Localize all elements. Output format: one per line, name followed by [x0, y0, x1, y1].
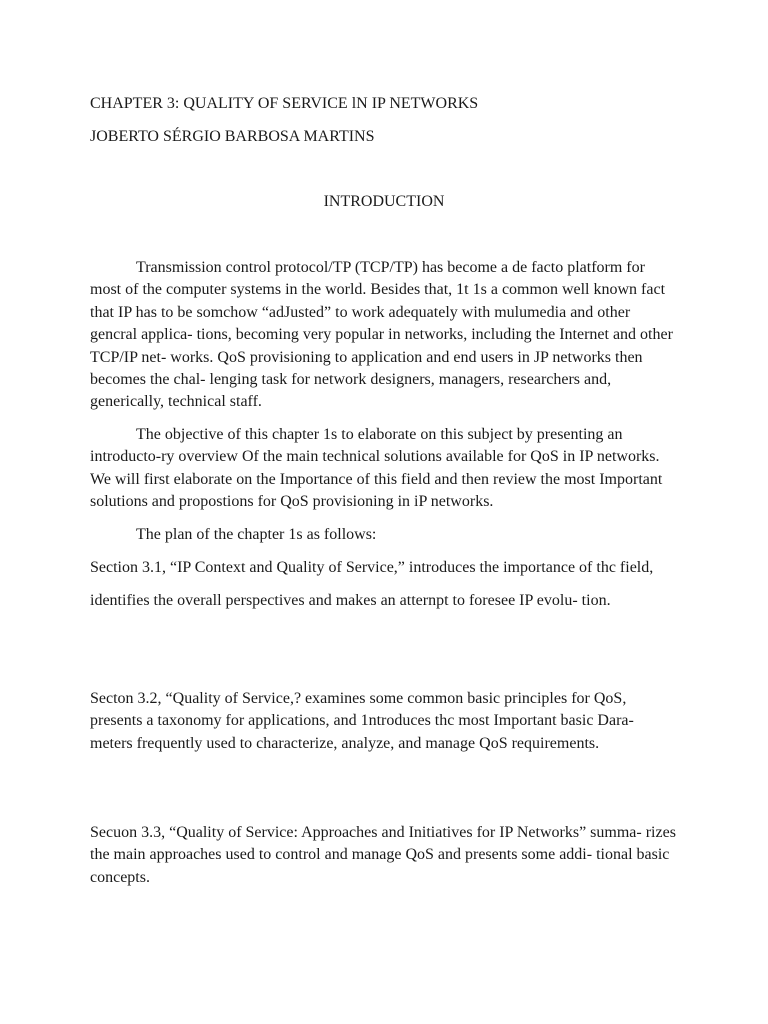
intro-paragraph-3: The plan of the chapter 1s as follows: [136, 526, 377, 543]
author-name: JOBERTO SÉRGIO BARBOSA MARTINS [90, 128, 375, 145]
section-3-3-description: Secuon 3.3, “Quality of Service: Approaches and Initiatives for IP Networks” summa- rizes the main approaches used to control and manage QoS and presents some addi- tional basic concepts. [90, 824, 676, 886]
section-3-1-description: Section 3.1, “IP Context and Quality of Service,” introduces the importance of thc field, identifies the overall perspectives and makes an atternpt to foresee IP evolu- tion. [90, 559, 654, 609]
section-heading-introduction: INTRODUCTION [323, 193, 445, 210]
intro-paragraph-2: The objective of this chapter 1s to elaborate on this subject by presenting an introducto-ry overview Of the main technical solutions available for QoS in IP networks. We will first elaborate on the Importance of this field and then review the most Important solutions and propostions for QoS provisioning in iP networks. [90, 426, 663, 511]
intro-paragraph-1: Transmission control protocol/TP (TCP/TP) has become a de facto platform for most of the computer systems in the world. Besides that, 1t 1s a common well known fact that IP has to be somchow “adJusted” to work adequately with mulumedia and other gencral applica- tions, becoming very popular in networks, including the Internet and other TCP/IP net- works. QoS provisioning to application and end users in JP networks then becomes the chal- lenging task for network designers, managers, researchers and, generically, technical staff. [90, 259, 673, 411]
section-3-2-description: Secton 3.2, “Quality of Service,? examines some common basic principles for QoS, presents a taxonomy for applications, and 1ntroduces thc most Important basic Dara- meters frequently used to characterize, analyze, and manage QoS requirements. [90, 690, 634, 752]
chapter-title: CHAPTER 3: QUALITY OF SERVICE lN IP NETWORKS [90, 95, 479, 112]
